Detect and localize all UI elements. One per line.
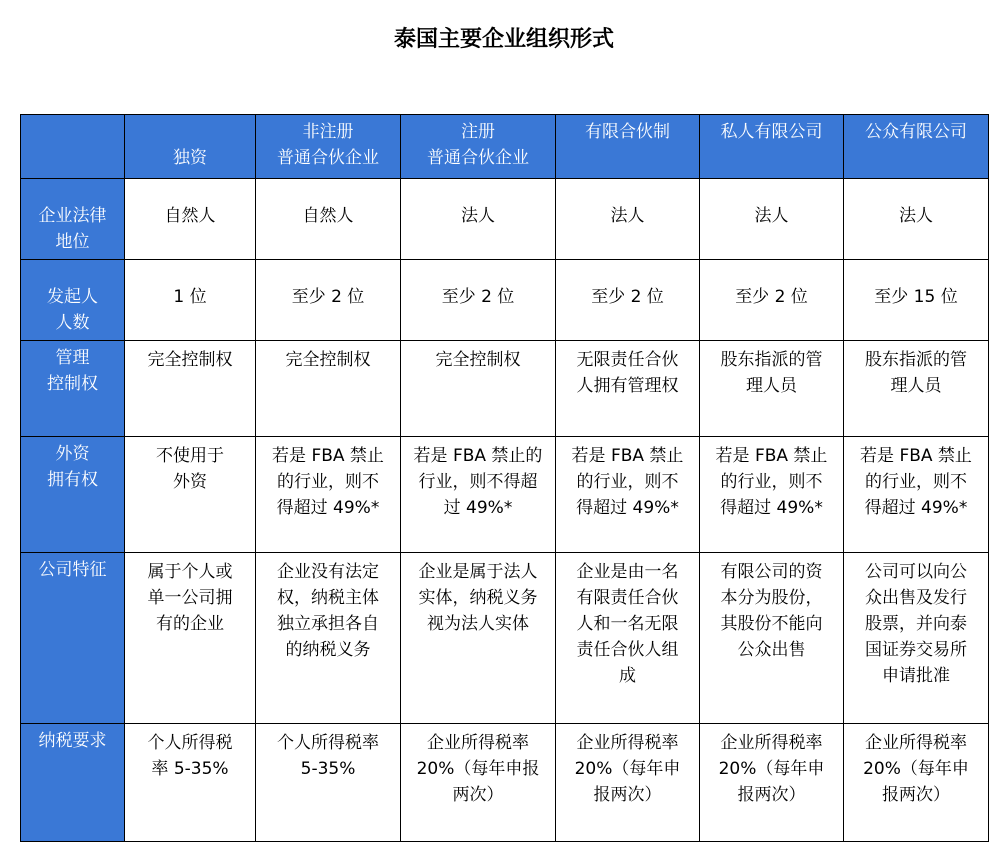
table-cell (700, 341, 844, 437)
company-forms-table (20, 114, 989, 842)
table-cell-line: 独立承担各自 (277, 614, 379, 634)
table-cell-line: 过 49%* (443, 498, 513, 518)
column-header-line: 独资 (173, 148, 207, 168)
table-cell-line: 得超过 49%* (276, 498, 380, 518)
table-cell-line: 股票，并向泰 (865, 614, 967, 634)
column-header-6 (844, 115, 989, 179)
table-cell-line: 法人 (461, 206, 495, 226)
table-cell-line: 若是 FBA 禁止 (715, 446, 828, 466)
table-cell (556, 179, 700, 260)
table-cell-line: 法人 (899, 206, 933, 226)
table-row (21, 179, 989, 260)
table-cell (256, 341, 401, 437)
table-cell-line: 股东指派的管 (865, 350, 967, 370)
row-header (21, 553, 125, 724)
row-header-line: 管理 (55, 348, 90, 368)
table-cell (401, 260, 556, 341)
table-cell-line: 实体，纳税义务 (418, 588, 538, 608)
column-header-5 (700, 115, 844, 179)
row-header-line: 纳税要求 (38, 731, 107, 751)
table-cell-line: 属于个人或 (147, 562, 233, 582)
table-cell (700, 724, 844, 842)
table-cell-line: 20%（每年申报 (416, 759, 540, 779)
table-cell-line: 责任合伙人组 (576, 640, 679, 660)
table-cell (125, 260, 256, 341)
table-cell-line: 企业没有法定 (277, 562, 379, 582)
table-cell (401, 437, 556, 553)
table-cell (844, 724, 989, 842)
column-header-line: 普通合伙企业 (277, 148, 379, 168)
table-cell-line: 自然人 (164, 206, 216, 226)
table-cell (125, 341, 256, 437)
table-cell-line: 个人所得税 (147, 733, 233, 753)
table-cell (401, 553, 556, 724)
table-cell-line: 得超过 49%* (720, 498, 823, 518)
table-cell (256, 437, 401, 553)
table-cell (256, 179, 401, 260)
table-cell-line: 企业所得税率 (720, 733, 823, 753)
table-cell-line: 完全控制权 (147, 350, 233, 370)
column-header-line: 公众有限公司 (865, 122, 967, 142)
table-cell (700, 437, 844, 553)
table-cell (256, 553, 401, 724)
table-cell (401, 341, 556, 437)
table-cell-line: 报两次） (882, 785, 950, 805)
column-header-line: 有限合伙制 (585, 122, 670, 142)
table-cell-line: 至少 2 位 (735, 287, 808, 307)
row-header-line: 企业法律 (38, 206, 107, 226)
row-header-line: 地位 (55, 232, 90, 252)
table-cell-line: 1 位 (173, 287, 207, 307)
table-cell-line: 若是 FBA 禁止 (571, 446, 684, 466)
table-cell-line: 的纳税义务 (285, 640, 371, 660)
table-cell-line: 至少 2 位 (441, 287, 515, 307)
table-cell-line: 自然人 (302, 206, 354, 226)
table-cell (256, 724, 401, 842)
table-cell-line: 不使用于 (156, 446, 224, 466)
column-header-1 (125, 115, 256, 179)
column-header-3 (401, 115, 556, 179)
table-cell-line: 申请批准 (882, 666, 950, 686)
table-cell-line: 若是 FBA 禁止 (860, 446, 972, 466)
table-cell-line: 的行业，则不 (576, 472, 679, 492)
table-cell (556, 724, 700, 842)
table-cell (125, 179, 256, 260)
table-cell (556, 260, 700, 341)
table-cell-line: 20%（每年申 (718, 759, 825, 779)
table-cell-line: 公众出售 (737, 640, 806, 660)
table-cell (401, 179, 556, 260)
table-cell-line: 人和一名无限 (576, 614, 679, 634)
table-cell (556, 341, 700, 437)
table-cell-line: 法人 (610, 206, 645, 226)
table-cell (700, 553, 844, 724)
table-cell-line: 率 5-35% (151, 759, 229, 779)
row-header (21, 260, 125, 341)
table-cell-line: 成 (619, 666, 636, 686)
row-header-line: 人数 (55, 313, 90, 333)
row-header (21, 724, 125, 842)
table-row (21, 553, 989, 724)
table-cell-line: 完全控制权 (285, 350, 371, 370)
table-cell-line: 有的企业 (156, 614, 224, 634)
table-cell-line: 若是 FBA 禁止的 (413, 446, 543, 466)
table-cell-line: 企业所得税率 (576, 733, 679, 753)
table-cell (700, 260, 844, 341)
table-cell-line: 的行业，则不 (865, 472, 967, 492)
table-cell-line: 至少 2 位 (291, 287, 365, 307)
table-cell-line: 完全控制权 (435, 350, 521, 370)
table-cell-line: 法人 (754, 206, 789, 226)
table-cell (844, 437, 989, 553)
table-cell-line: 企业是由一名 (576, 562, 679, 582)
table-cell-line: 得超过 49%* (576, 498, 679, 518)
table-cell (844, 260, 989, 341)
column-header-line (133, 119, 247, 145)
table-cell-line: 20%（每年申 (574, 759, 681, 779)
table-cell-line: 股东指派的管 (720, 350, 823, 370)
table-cell (700, 179, 844, 260)
table-cell-line: 理人员 (746, 376, 797, 396)
table-cell-line: 本分为股份， (720, 588, 823, 608)
column-header-line: 注册 (461, 122, 495, 142)
row-header (21, 179, 125, 260)
column-header-2 (256, 115, 401, 179)
table-cell-line: 视为法人实体 (427, 614, 529, 634)
table-cell (401, 724, 556, 842)
table-cell (556, 437, 700, 553)
table-cell-line: 企业是属于法人 (418, 562, 538, 582)
table-cell-line: 外资 (173, 472, 207, 492)
table-cell-line: 有限公司的资 (720, 562, 823, 582)
table-cell-line: 企业所得税率 (427, 733, 529, 753)
table-cell (844, 341, 989, 437)
table-cell (125, 437, 256, 553)
row-header-line: 控制权 (47, 374, 98, 394)
table-cell-line: 有限责任合伙 (576, 588, 679, 608)
table-row (21, 724, 989, 842)
table-cell (125, 553, 256, 724)
table-cell-line: 国证券交易所 (865, 640, 967, 660)
table-cell-line: 企业所得税率 (865, 733, 967, 753)
table-cell-line: 理人员 (890, 376, 942, 396)
row-header-line: 公司特征 (38, 560, 107, 580)
page-title: 泰国主要企业组织形式 (393, 27, 614, 52)
table-cell-line: 公司可以向公 (865, 562, 967, 582)
table-cell-line: 若是 FBA 禁止 (272, 446, 384, 466)
table-cell-line: 权，纳税主体 (277, 588, 379, 608)
table-cell-line: 人拥有管理权 (576, 376, 679, 396)
table-cell-line: 单一公司拥 (147, 588, 233, 608)
column-header-4 (556, 115, 700, 179)
table-cell (844, 179, 989, 260)
table-cell-line: 20%（每年申 (863, 759, 969, 779)
table-cell-line: 得超过 49%* (864, 498, 968, 518)
table-cell-line: 报两次） (737, 785, 806, 805)
table-cell-line: 两次） (452, 785, 504, 805)
table-row (21, 260, 989, 341)
column-header-line: 私人有限公司 (720, 122, 823, 142)
column-header-line: 普通合伙企业 (427, 148, 529, 168)
table-cell-line: 众出售及发行 (865, 588, 967, 608)
table-cell-line: 个人所得税率 (277, 733, 379, 753)
row-header-line: 拥有权 (47, 470, 98, 490)
table-row (21, 341, 989, 437)
table-cell-line: 至少 2 位 (591, 287, 664, 307)
table-cell-line: 的行业，则不 (277, 472, 379, 492)
table-cell-line: 报两次） (593, 785, 662, 805)
row-header (21, 437, 125, 553)
table-header-row (21, 115, 989, 179)
row-header (21, 341, 125, 437)
table-cell (256, 260, 401, 341)
table-cell-line: 5-35% (300, 759, 356, 779)
table-row (21, 437, 989, 553)
column-header-line: 非注册 (302, 122, 354, 142)
table-cell-line: 无限责任合伙 (576, 350, 679, 370)
table-cell (844, 553, 989, 724)
table-cell (556, 553, 700, 724)
row-header-line: 外资 (55, 444, 90, 464)
table-cell-line: 行业，则不得超 (418, 472, 538, 492)
table-cell-line: 其股份不能向 (720, 614, 823, 634)
table-cell-line: 的行业，则不 (720, 472, 823, 492)
table-cell-line: 至少 15 位 (874, 287, 958, 307)
table-cell (125, 724, 256, 842)
row-header-line: 发起人 (47, 287, 98, 307)
corner-cell (21, 115, 125, 179)
